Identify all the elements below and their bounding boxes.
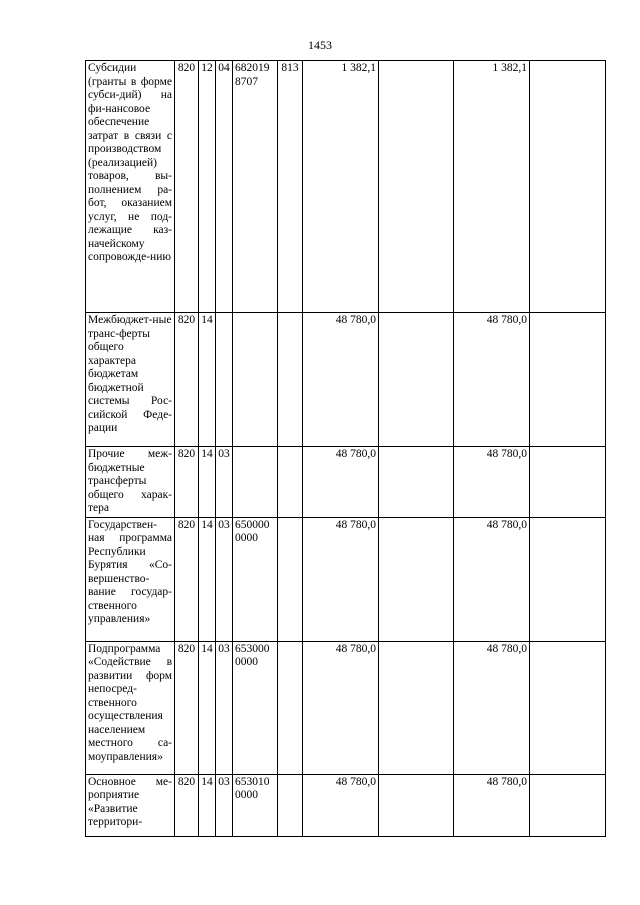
item-name: Подпрограмма «Содействие в развитии форм непосред-ственного осуществления населением местного са-моуправления» — [86, 641, 175, 774]
expense-type-code — [278, 641, 303, 774]
item-name: Государствен-ная программа Республики Бурятия «Со-вершенство-вание государ-ственного управления» — [86, 517, 175, 641]
table-row — [86, 447, 606, 518]
empty-cell — [379, 641, 454, 774]
empty-cell — [530, 61, 606, 313]
amount-cell: 48 780,0 — [303, 447, 379, 518]
table-row — [86, 313, 606, 447]
target-article-code: 6530100000 — [233, 774, 278, 836]
empty-cell — [379, 61, 454, 313]
section-code: 14 — [199, 313, 216, 447]
amount-cell: 48 780,0 — [303, 517, 379, 641]
section-code: 12 — [199, 61, 216, 313]
empty-cell — [530, 641, 606, 774]
amount-cell: 48 780,0 — [454, 774, 530, 836]
amount-cell: 48 780,0 — [454, 313, 530, 447]
item-name: Межбюджет-ные транс-ферты общего характера бюджетам бюджетной системы Рос-сийской Феде-рации — [86, 313, 175, 447]
expense-type-code — [278, 447, 303, 518]
table-row — [86, 61, 606, 313]
table-row — [86, 517, 606, 641]
ministry-code: 820 — [175, 447, 199, 518]
item-name: Прочие меж-бюджетные трансферты общего харак-тера — [86, 447, 175, 518]
expense-type-code: 813 — [278, 61, 303, 313]
table-row — [86, 774, 606, 836]
subsection-code — [216, 313, 233, 447]
amount-cell: 48 780,0 — [454, 641, 530, 774]
target-article-code — [233, 447, 278, 518]
section-code: 14 — [199, 517, 216, 641]
subsection-code: 03 — [216, 774, 233, 836]
empty-cell — [530, 447, 606, 518]
ministry-code: 820 — [175, 61, 199, 313]
subsection-code: 03 — [216, 447, 233, 518]
empty-cell — [379, 447, 454, 518]
target-article-code: 6500000000 — [233, 517, 278, 641]
empty-cell — [530, 517, 606, 641]
amount-cell: 48 780,0 — [303, 774, 379, 836]
empty-cell — [530, 313, 606, 447]
expense-type-code — [278, 517, 303, 641]
ministry-code: 820 — [175, 313, 199, 447]
budget-table — [85, 60, 606, 837]
amount-cell: 48 780,0 — [303, 313, 379, 447]
amount-cell: 48 780,0 — [454, 447, 530, 518]
amount-cell: 1 382,1 — [303, 61, 379, 313]
empty-cell — [379, 774, 454, 836]
section-code: 14 — [199, 641, 216, 774]
amount-cell: 48 780,0 — [303, 641, 379, 774]
expense-type-code — [278, 313, 303, 447]
table-row — [86, 641, 606, 774]
item-name: Субсидии (гранты в форме субси-дий) на фи-нансовое обеспечение затрат в связи с производством (реализацией) товаров, вы-полнением ра-бот, оказанием услуг, не под-лежащие каз-начейскому сопровожде-нию — [86, 61, 175, 313]
amount-cell: 1 382,1 — [454, 61, 530, 313]
empty-cell — [379, 313, 454, 447]
subsection-code: 04 — [216, 61, 233, 313]
page-number: 1453 — [308, 38, 332, 52]
target-article-code: 6530000000 — [233, 641, 278, 774]
section-code: 14 — [199, 447, 216, 518]
target-article-code: 6820198707 — [233, 61, 278, 313]
subsection-code: 03 — [216, 517, 233, 641]
amount-cell: 48 780,0 — [454, 517, 530, 641]
item-name: Основное ме-роприятие «Развитие территори- — [86, 774, 175, 836]
ministry-code: 820 — [175, 517, 199, 641]
section-code: 14 — [199, 774, 216, 836]
ministry-code: 820 — [175, 774, 199, 836]
expense-type-code — [278, 774, 303, 836]
subsection-code: 03 — [216, 641, 233, 774]
ministry-code: 820 — [175, 641, 199, 774]
empty-cell — [379, 517, 454, 641]
empty-cell — [530, 774, 606, 836]
target-article-code — [233, 313, 278, 447]
